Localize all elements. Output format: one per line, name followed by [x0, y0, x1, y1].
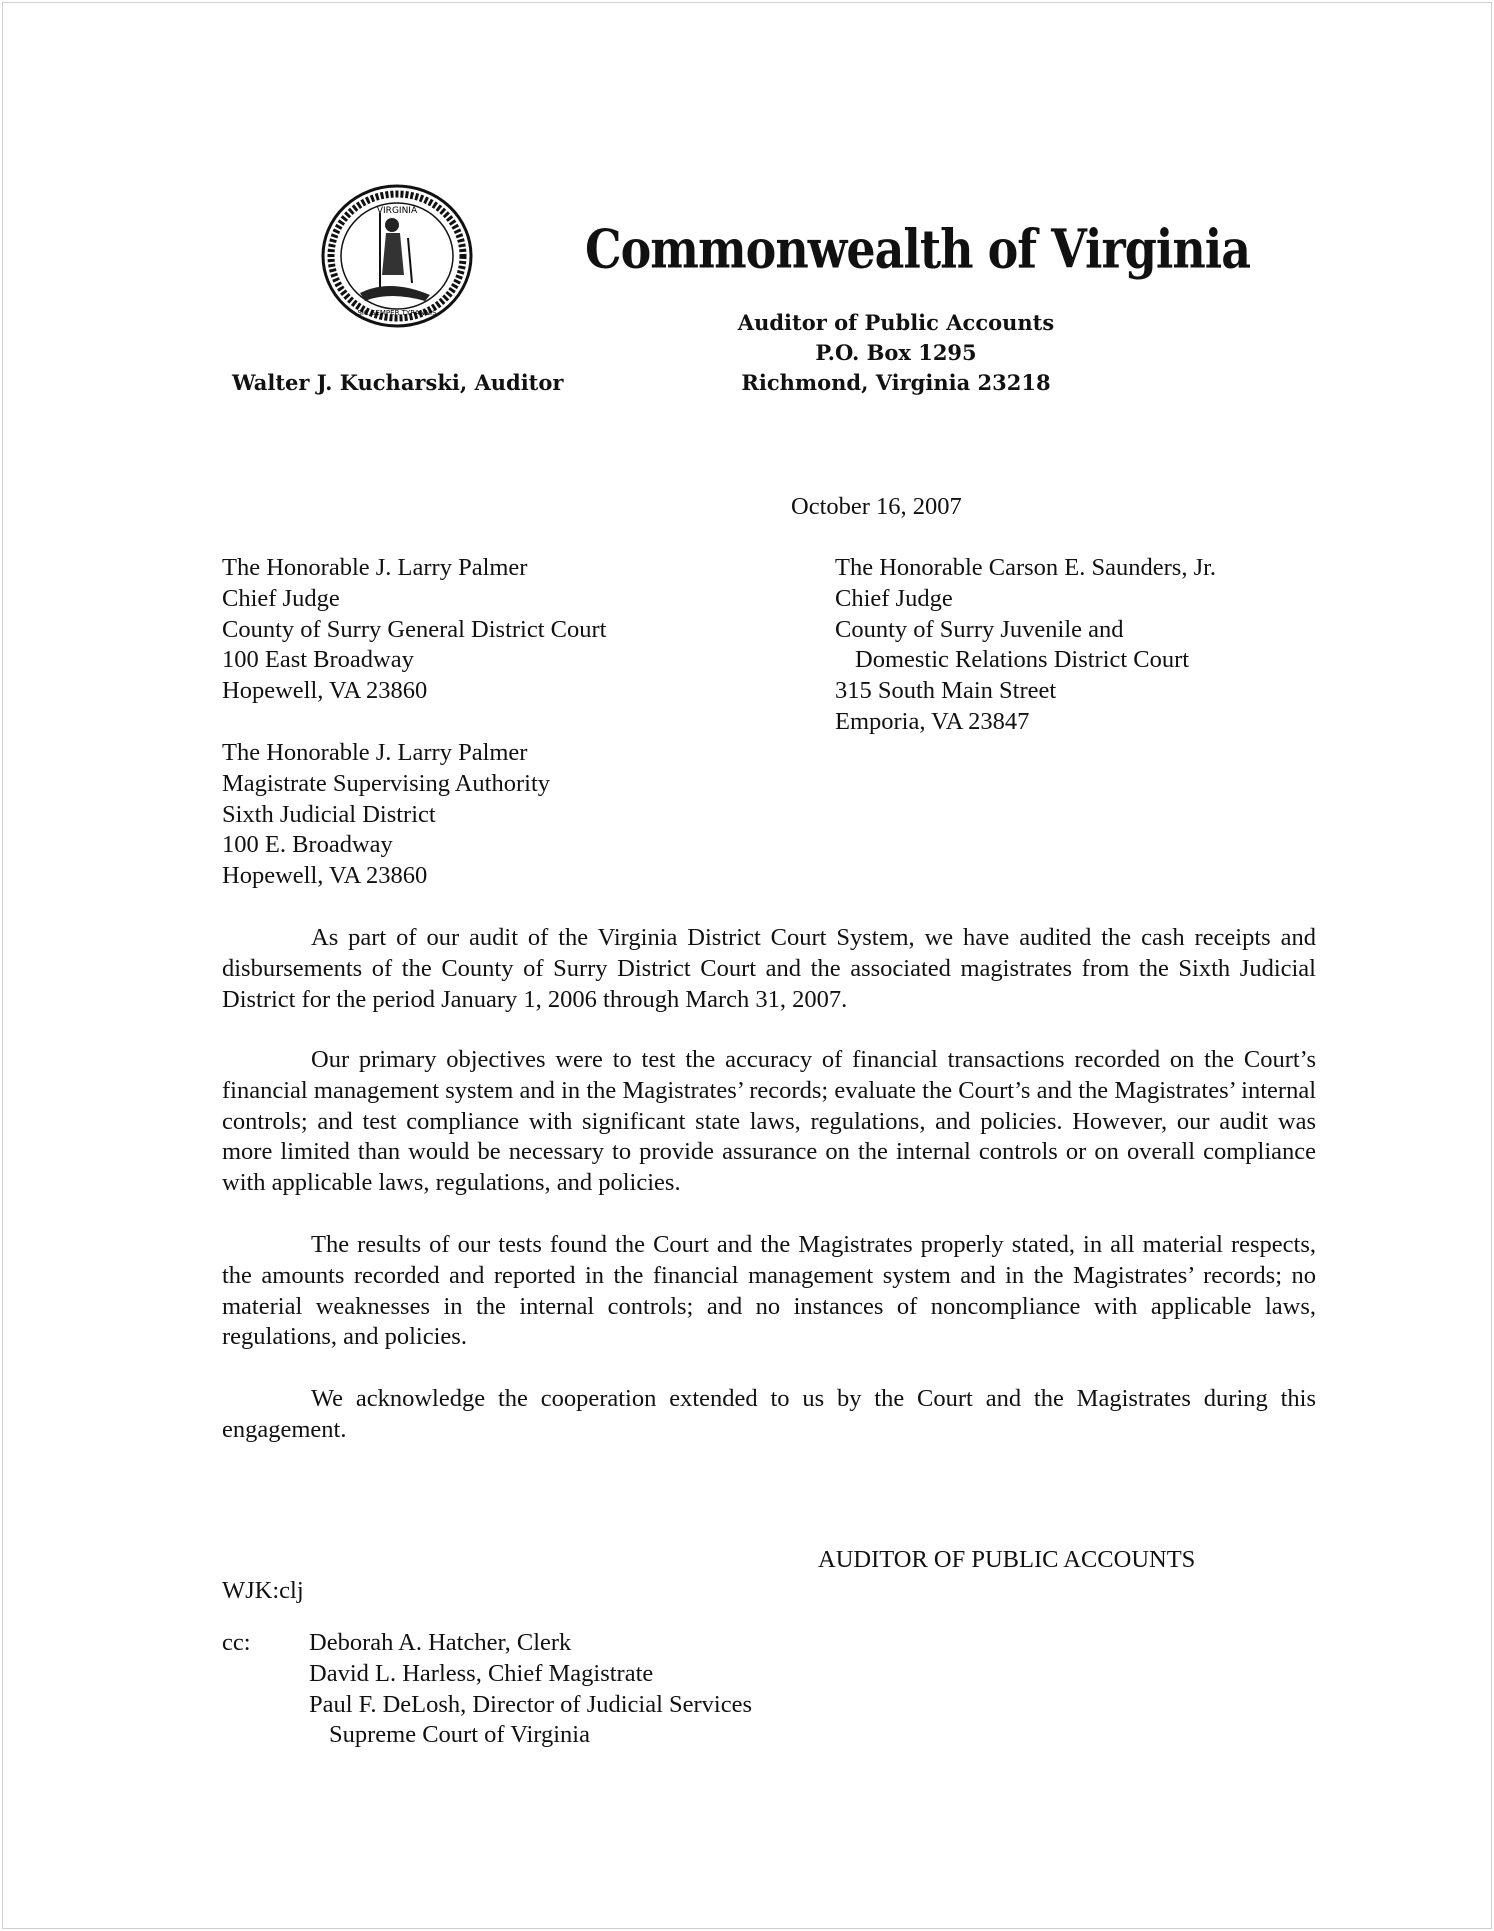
- addressee-right-1: [835, 553, 1216, 738]
- address-line: Hopewell, VA 23860: [222, 677, 428, 705]
- address-line: 315 South Main Street: [835, 677, 1057, 705]
- address-line: Hopewell, VA 23860: [222, 862, 428, 890]
- address-line: The Honorable J. Larry Palmer: [222, 739, 528, 766]
- address-line: Sixth Judicial District: [222, 800, 436, 828]
- address-line: Magistrate Supervising Authority: [222, 769, 550, 797]
- letterhead-title: Commonwealth of Virginia: [585, 217, 1251, 281]
- address-line: 100 East Broadway: [222, 646, 414, 674]
- address-line: County of Surry Juvenile and: [835, 615, 1124, 643]
- address-line: Domestic Relations District Court: [855, 646, 1190, 674]
- signature-block: AUDITOR OF PUBLIC ACCOUNTS: [818, 1546, 1196, 1573]
- office-city: Richmond, Virginia 23218: [741, 370, 1051, 395]
- address-line: 100 E. Broadway: [222, 831, 393, 859]
- address-line: The Honorable Carson E. Saunders, Jr.: [835, 554, 1217, 581]
- cc-recipient: David L. Harless, Chief Magistrate: [309, 1659, 654, 1687]
- body-paragraph: As part of our audit of the Virginia District Court System, we have audited the cash receipts and disbursements of the County of Surry District Court and the associated magistrates from the Sixth Judicial District for the period January 1, 2006 through March 31, 2007.: [222, 924, 1316, 1013]
- cc-label: cc:: [222, 1629, 251, 1656]
- address-line: The Honorable J. Larry Palmer: [222, 554, 528, 581]
- seal-text: VIRGINIA: [376, 206, 418, 216]
- cc-list: [309, 1628, 752, 1751]
- body-paragraph: We acknowledge the cooperation extended to us by the Court and the Magistrates during this engagement.: [222, 1385, 1316, 1443]
- letter-date: October 16, 2007: [791, 493, 962, 520]
- office-name: Auditor of Public Accounts: [737, 310, 1055, 335]
- addressee-left-2: [222, 738, 550, 892]
- addressee-left-1: [222, 553, 606, 707]
- po-box: P.O. Box 1295: [815, 340, 977, 365]
- address-line: Chief Judge: [222, 584, 340, 612]
- auditor-name: Walter J. Kucharski, Auditor: [232, 370, 564, 395]
- cc-recipient: Deborah A. Hatcher, Clerk: [309, 1629, 572, 1656]
- address-line: County of Surry General District Court: [222, 615, 607, 643]
- body-paragraph: The results of our tests found the Court and the Magistrates properly stated, in all material respects, the amounts recorded and reported in the financial management system and in the Magistrates’ records; no material weaknesses in the internal controls; and no instances of noncompliance with applicable laws, regulations, and policies.: [222, 1231, 1316, 1351]
- address-line: Chief Judge: [835, 584, 953, 612]
- address-line: Emporia, VA 23847: [835, 707, 1030, 735]
- initials: WJK:clj: [222, 1577, 304, 1604]
- virginia-seal-icon: [320, 183, 474, 329]
- body-paragraph: Our primary objectives were to test the accuracy of financial transactions recorded on the Court’s financial management system and in the Magistrates’ records; evaluate the Court’s and the Magistrates’ internal controls; and test compliance with significant state laws, regulations, and policies. However, our audit was more limited than would be necessary to provide assurance on the internal controls or on overall compliance with applicable laws, regulations, and policies.: [222, 1046, 1316, 1197]
- cc-recipient: Paul F. DeLosh, Director of Judicial Services: [309, 1690, 753, 1718]
- cc-recipient: Supreme Court of Virginia: [329, 1721, 590, 1749]
- seal-motto: SIC SEMPER TYRANNIS: [357, 309, 437, 317]
